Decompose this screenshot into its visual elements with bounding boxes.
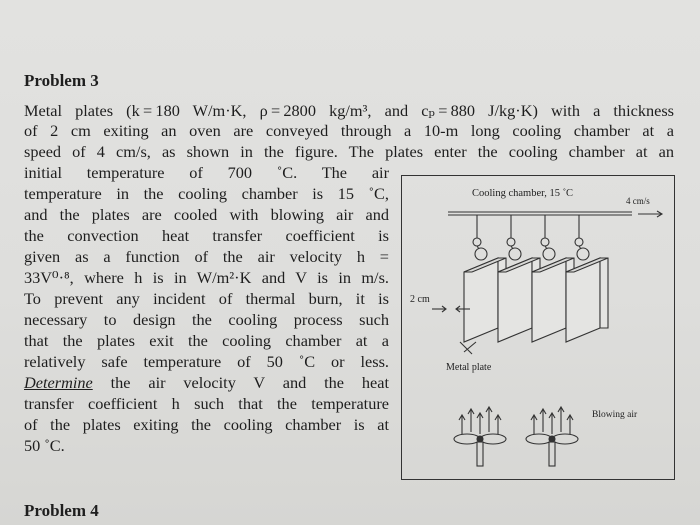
text-line: To prevent any incident of thermal burn, it is (24, 289, 389, 308)
fan-right (526, 434, 578, 466)
air-arrows-right (531, 407, 573, 434)
text-line (24, 373, 389, 393)
text-line: that the plates exit the cooling chamber at a (24, 331, 389, 350)
text-line: initial temperature of 700 ˚C. The air (24, 163, 389, 182)
text-line: 33V⁰·⁸, where h is in W/m²·K and V is in m/s. (24, 268, 389, 287)
air-arrows-left (459, 407, 501, 434)
text-line: speed of 4 cm/s, as shown in the figure. The plates enter the cooling chamber at an (24, 142, 674, 161)
chamber-label: Cooling chamber, 15 ˚C (472, 188, 574, 199)
determine-word: Determine (24, 373, 93, 392)
metal-plate-4 (566, 258, 608, 342)
hanger-1 (473, 215, 487, 260)
text-line: Metal plates (k = 180 W/m·K, ρ = 2800 kg/m³, and cₚ = 880 J/kg·K) with a thickness (24, 101, 674, 120)
text-line: relatively safe temperature of 50 ˚C or less. (24, 352, 389, 371)
hanger-4 (575, 215, 589, 260)
text-line: the convection heat transfer coefficient is (24, 226, 389, 245)
cooling-chamber-figure (401, 175, 675, 480)
plate-label: Metal plate (446, 362, 492, 373)
text-line: given as a function of the air velocity h = (24, 247, 389, 266)
text-line: 50 ˚C. (24, 436, 65, 455)
thickness-label: 2 cm (410, 294, 430, 305)
fan-left (454, 434, 506, 466)
text-line: transfer coefficient h such that the temperature (24, 394, 389, 413)
speed-label: 4 cm/s (626, 196, 650, 206)
hanger-3 (541, 215, 555, 260)
figure-drawing (402, 176, 674, 479)
text-line: temperature in the cooling chamber is 15 ˚C, (24, 184, 389, 203)
plate-leader-line (464, 342, 476, 352)
problem-3-heading: Problem 3 (24, 71, 99, 90)
plate-leader-line-2 (460, 342, 472, 354)
text-line: of 2 cm exiting an oven are conveyed through a 10-m long cooling chamber at a (24, 121, 674, 140)
problem-4-heading: Problem 4 (24, 501, 99, 520)
text-fragment: the air velocity V and the heat (92, 373, 389, 392)
text-line: necessary to design the cooling process such (24, 310, 389, 329)
text-line: of the plates exiting the cooling chamber is at (24, 415, 389, 434)
air-label: Blowing air (592, 410, 638, 420)
text-line: and the plates are cooled with blowing air and (24, 205, 389, 224)
hanger-2 (507, 215, 521, 260)
